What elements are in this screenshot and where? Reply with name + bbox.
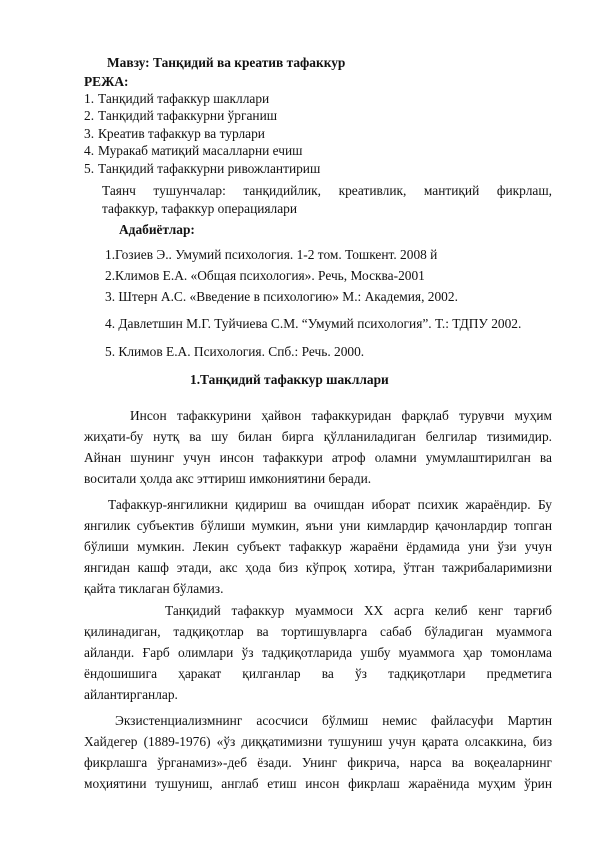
plan-item-text: Креатив тафаккур ва турлари (98, 125, 265, 141)
plan-item-text: Танқидий тафаккурни ўрганиш (98, 108, 278, 124)
paragraph-line: қилинадиган, тадқиқотлар ва тортишувларга сабаб бўладиган муаммога (84, 624, 552, 639)
paragraph-line: Тафаккур-янгиликни қидириш ва очишдан иборат психик жараёндир. Бу (108, 497, 552, 512)
reference-item: 4. Давлетшин М.Г. Туйчиева С.М. “Умумий психология”. Т.: ТДПУ 2002. (105, 316, 522, 331)
reference-item: 1.Гозиев Э.. Умумий психология. 1-2 том. Тошкент. 2008 й (105, 247, 438, 262)
plan-item-number: 2. (84, 108, 95, 124)
plan-item (84, 160, 320, 177)
reference-item: 2.Климов Е.А. «Общая психология». Речь, Москва-2001 (105, 268, 425, 283)
paragraph-line: жиҳати-бу нутқ ва шу билан бирга қўлланиладиган белгилар тизимидир. (84, 429, 552, 444)
paragraph-line: янгилик субъектив бўлиши мумкин, яъни уни кимлардир қачонлардир топган (84, 518, 552, 533)
plan-item (84, 107, 320, 124)
paragraph-line: янгидан кашф этади, акс ҳода биз кўпроқ хотира, ўтган тажрибаларимизни (84, 560, 552, 575)
paragraph-line: Танқидий тафаккур муаммоси XX асрга келиб кенг тарғиб (165, 603, 552, 618)
paragraph-line: бўлиши мумкин. Лекин субъект тафаккур жараёни ёрдамида уни ўзи учун (84, 539, 552, 554)
plan-item-number: 3. (84, 125, 95, 141)
plan-item-number: 1. (84, 91, 95, 106)
paragraph-line: айланди. Ғарб олимлари ўз тадқиқотларида ушбу муаммога ҳар томонлама (84, 645, 552, 660)
plan-heading: РЕЖА: (84, 74, 129, 89)
paragraph-line: воситали ҳолда акс эттириш имкониятини беради. (84, 471, 372, 486)
plan-item-number: 5. (84, 160, 95, 176)
plan-item (84, 125, 320, 142)
plan-item-number: 4. (84, 143, 95, 159)
key-concepts-line: тафаккур, тафаккур операциялари (102, 201, 298, 216)
paragraph-line: фикрлашга ўрганамиз»-деб ёзади. Унинг фикрича, нарса ва воқеаларнинг (84, 755, 552, 770)
topic-title: Мавзу: Танқидий ва креатив тафаккур (107, 55, 346, 70)
reference-item: 5. Климов Е.А. Психология. Спб.: Речь. 2000. (105, 344, 365, 359)
paragraph-line: айлантирганлар. (84, 687, 178, 702)
paragraph-line: Хайдегер (1889-1976) «ўз диққатимизни тушуниш учун қарата олсаккина, биз (84, 734, 552, 749)
paragraph-line: Экзистенциализмнинг асосчиси бўлмиш немис файласуфи Мартин (115, 713, 552, 728)
key-concepts-line: Таянч тушунчалар: танқидийлик, креативлик, мантиқий фикрлаш, (102, 183, 552, 198)
plan-list (84, 90, 320, 177)
paragraph-line: моҳиятини тушуниш, англаб етиш инсон фикрлаш жараёнида муҳим ўрин (84, 776, 552, 791)
paragraph-line: Айнан шунинг учун инсон тафаккури атроф оламни умумлаштирилган ва (84, 450, 552, 465)
reference-item: 3. Штерн А.С. «Введение в психологию» М.: Академия, 2002. (105, 289, 458, 304)
paragraph-line: Инсон тафаккурини ҳайвон тафаккуридан фарқлаб турувчи муҳим (130, 408, 552, 423)
plan-item (84, 142, 320, 159)
plan-item-text: Танқидий тафаккур шакллари (98, 91, 270, 106)
references-heading: Адабиётлар: (119, 222, 195, 237)
plan-item (84, 90, 320, 107)
plan-item-text: Муракаб матиқий масалларни ечиш (98, 143, 303, 159)
section-heading: 1.Танқидий тафаккур шакллари (190, 372, 389, 387)
paragraph-line: ёндошишига ҳаракат қилганлар ва ўз тадқиқотлари предметига (84, 666, 552, 681)
plan-item-text: Танқидий тафаккурни ривожлантириш (98, 160, 321, 176)
paragraph-line: қайта тиклаган бўламиз. (84, 581, 224, 596)
